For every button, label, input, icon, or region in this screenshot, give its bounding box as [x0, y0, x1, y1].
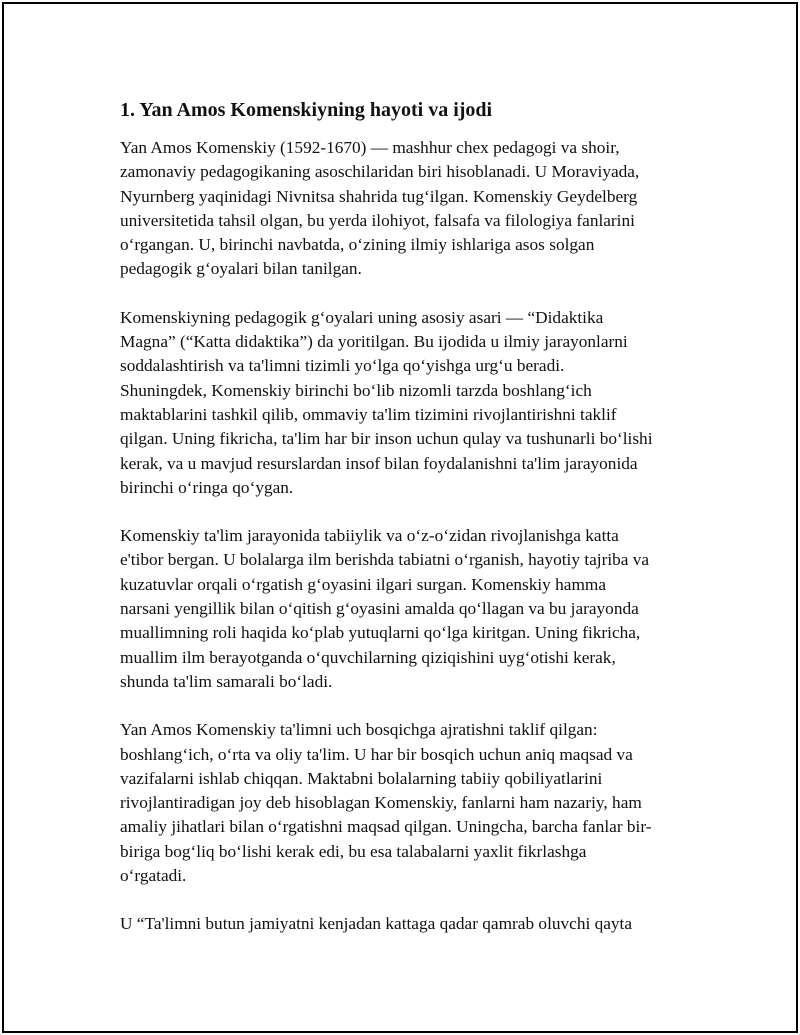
text-line: o‘rgatadi. [120, 866, 187, 886]
text-line: biriga bog‘liq bo‘lishi kerak edi, bu esa talabalarni yaxlit fikrlashga [120, 841, 587, 861]
paragraph-3 [120, 524, 692, 694]
text-line: narsani yengillik bilan o‘qitish g‘oyasini amalda qo‘llagan va bu jarayonda [120, 599, 639, 619]
text-line: soddalashtirish va ta'limni tizimli yo‘lga qo‘yishga urg‘u beradi. [120, 356, 565, 376]
paragraph-5 [120, 912, 692, 936]
text-line: Shuningdek, Komenskiy birinchi bo‘lib nizomli tarzda boshlang‘ich [120, 380, 592, 400]
text-line: Magna” (“Katta didaktika”) da yoritilgan. Bu ijodida u ilmiy jarayonlarni [120, 332, 628, 352]
text-line: maktablarini tashkil qilib, ommaviy ta'lim tizimini rivojlantirishni taklif [120, 404, 617, 424]
page-frame [2, 2, 798, 1033]
text-line: qilgan. Uning fikricha, ta'lim har bir inson uchun qulay va tushunarli bo‘lishi [120, 429, 653, 449]
text-line: birinchi o‘ringa qo‘ygan. [120, 477, 294, 497]
paragraph-4 [120, 718, 692, 888]
text-line: muallimning roli haqida ko‘plab yutuqlarni qo‘lga kiritgan. Uning fikricha, [120, 623, 641, 643]
text-line: e'tibor bergan. U bolalarga ilm berishda tabiatni o‘rganish, hayotiy tajriba va [120, 550, 650, 570]
paragraph-1 [120, 136, 692, 282]
text-line: zamonaviy pedagogikaning asoschilaridan biri hisoblanadi. U Moraviyada, [120, 162, 640, 182]
text-line: kuzatuvlar orqali o‘rgatish g‘oyasini ilgari surgan. Komenskiy hamma [120, 574, 607, 594]
text-line: muallim ilm berayotganda o‘quvchilarning qiziqishini uyg‘otishi kerak, [120, 647, 616, 667]
text-line: shunda ta'lim samarali bo‘ladi. [120, 671, 333, 691]
text-line: rivojlantiradigan joy deb hisoblagan Komenskiy, fanlarni ham nazariy, ham [120, 793, 642, 813]
text-line: kerak, va u mavjud resurslardan insof bilan foydalanishni ta'lim jarayonida [120, 453, 638, 473]
text-line: Yan Amos Komenskiy ta'limni uch bosqichga ajratishni taklif qilgan: [120, 720, 598, 740]
text-line: o‘rgangan. U, birinchi navbatda, o‘zining ilmiy ishlariga asos solgan [120, 235, 595, 255]
text-line: boshlang‘ich, o‘rta va oliy ta'lim. U har bir bosqich uchun aniq maqsad va [120, 744, 633, 764]
text-line: Komenskiy ta'lim jarayonida tabiiylik va o‘z-o‘zidan rivojlanishga katta [120, 526, 619, 546]
text-line: pedagogik g‘oyalari bilan tanilgan. [120, 259, 362, 279]
document-body [120, 96, 692, 961]
section-title: 1. Yan Amos Komenskiyning hayoti va ijodi [120, 99, 493, 121]
text-line: Yan Amos Komenskiy (1592-1670) — mashhur chex pedagogi va shoir, [120, 138, 620, 157]
paragraph-2 [120, 306, 692, 500]
text-line: Komenskiyning pedagogik g‘oyalari uning asosiy asari — “Didaktika [120, 307, 604, 327]
text-line: amaliy jihatlari bilan o‘rgatishni maqsad qilgan. Uningcha, barcha fanlar bir- [120, 817, 652, 837]
text-line: Nyurnberg yaqinidagi Nivnitsa shahrida tug‘ilgan. Komenskiy Geydelberg [120, 186, 638, 206]
text-line: vazifalarni ishlab chiqqan. Maktabni bolalarning tabiiy qobiliyatlarini [120, 768, 603, 788]
text-line: universitetida tahsil olgan, bu yerda ilohiyot, falsafa va filologiya fanlarini [120, 210, 635, 230]
text-line: U “Ta'limni butun jamiyatni kenjadan kattaga qadar qamrab oluvchi qayta [120, 914, 633, 934]
